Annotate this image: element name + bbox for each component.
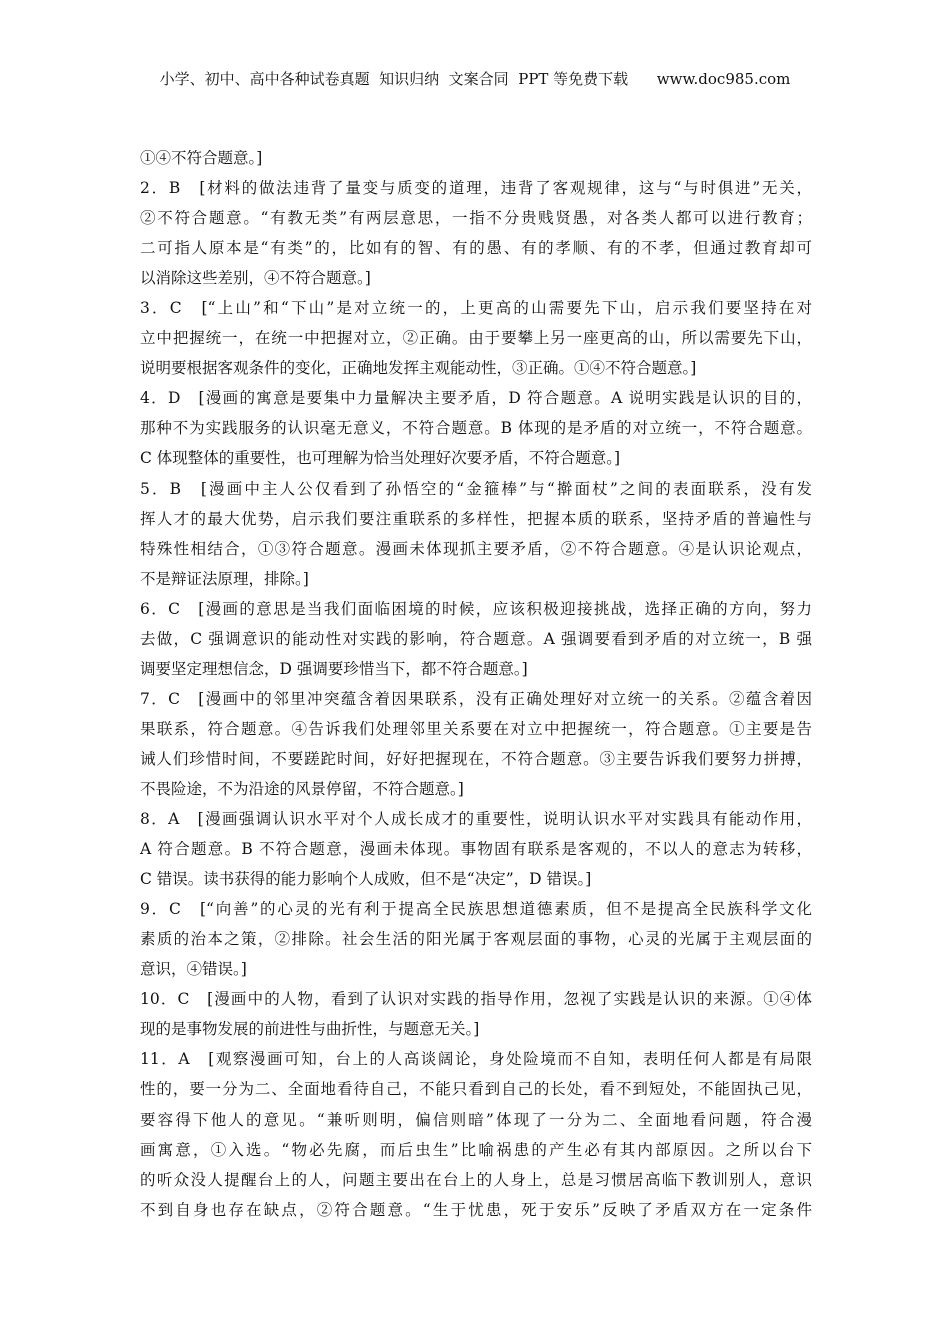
text-line: 11．A [观察漫画可知，台上的人高谈阔论，身处险境而不自知，表明任何人都是有局限: [140, 1050, 812, 1069]
text-line: 6．C [漫画的意思是当我们面临困境的时候，应该积极迎接挑战，选择正确的方向，努力: [140, 599, 812, 618]
text-line: 去做，C 强调意识的能动性对实践的影响，符合题意。A 强调要看到矛盾的对立统一，B 强: [140, 629, 812, 648]
text-line: 立中把握统一，在统一中把握对立，②正确。由于要攀上另一座更高的山，所以需要先下山，: [140, 329, 812, 348]
text-line: 7．C [漫画中的邻里冲突蕴含着因果联系，没有正确处理好对立统一的关系。②蕴含着因: [140, 689, 812, 708]
answer-paragraph: [140, 804, 812, 894]
text-line: 的听众没人提醒台上的人，问题主要出在台上的人身上，总是习惯居高临下教训别人，意识: [140, 1170, 812, 1189]
text-line: 素质的治本之策，②排除。社会生活的阳光属于客观层面的事物，心灵的光属于主观层面的: [140, 930, 812, 949]
text-line: 诫人们珍惜时间，不要蹉跎时间，好好把握现在，不符合题意。③主要告诉我们要努力拼搏，: [140, 749, 812, 768]
answer-paragraph: [140, 143, 812, 173]
text-line: C 体现整体的重要性，也可理解为恰当处理好次要矛盾，不符合题意。]: [140, 449, 621, 468]
text-line: 性的，要一分为二、全面地看待自己，不能只看到自己的长处，看不到短处，不能固执己见，: [140, 1080, 812, 1099]
text-line: 现的是事物发展的前进性与曲折性，与题意无关。]: [140, 1020, 480, 1039]
text-line: A 符合题意。B 不符合题意，漫画未体现。事物固有联系是客观的，不以人的意志为转移，: [140, 840, 812, 859]
text-line: 挥人才的最大优势，启示我们要注重联系的多样性，把握本质的联系，坚持矛盾的普遍性与: [140, 509, 812, 528]
text-line: 画寓意，①入选。“物必先腐，而后虫生”比喻祸患的产生必有其内部原因。之所以台下: [140, 1140, 812, 1159]
text-line: 要容得下他人的意见。“兼听则明，偏信则暗”体现了一分为二、全面地看问题，符合漫: [140, 1110, 812, 1129]
text-line: 4．D [漫画的寓意是要集中力量解决主要矛盾，D 符合题意。A 说明实践是认识的目的，: [140, 389, 812, 408]
text-line: 意识，④错误。]: [140, 960, 247, 979]
page-header: 小学、初中、高中各种试卷真题 知识归纳 文案合同 PPT 等免费下载 www.doc985.com: [159, 70, 791, 88]
text-line: 调要坚定理想信念，D 强调要珍惜当下，都不符合题意。]: [140, 659, 528, 678]
answer-paragraph: [140, 984, 812, 1044]
answer-paragraph: [140, 684, 812, 804]
text-line: 3．C [“上山”和“下山”是对立统一的，上更高的山需要先下山，启示我们要坚持在对: [140, 299, 812, 318]
answer-paragraph: [140, 293, 812, 383]
text-line: 9．C [“向善”的心灵的光有利于提高全民族思想道德素质，但不是提高全民族科学文化: [140, 900, 812, 919]
answer-paragraph: [140, 894, 812, 984]
text-line: ②不符合题意。“有教无类”有两层意思，一指不分贵贱贤愚，对各类人都可以进行教育；: [140, 209, 812, 228]
answer-explanations: [140, 143, 812, 1225]
text-line: 不到自身也存在缺点，②符合题意。“生于忧患，死于安乐”反映了矛盾双方在一定条件: [140, 1200, 812, 1219]
text-line: 2．B [材料的做法违背了量变与质变的道理，违背了客观规律，这与“与时俱进”无关，: [140, 179, 812, 198]
text-line: ①④不符合题意。]: [140, 149, 263, 167]
answer-paragraph: [140, 594, 812, 684]
text-line: 8．A [漫画强调认识水平对个人成长成才的重要性，说明认识水平对实践具有能动作用，: [140, 810, 812, 829]
text-line: 那种不为实践服务的认识毫无意义，不符合题意。B 体现的是矛盾的对立统一，不符合题意。: [140, 419, 812, 438]
text-line: 说明要根据客观条件的变化，正确地发挥主观能动性，③正确。①④不符合题意。]: [140, 359, 697, 378]
text-line: 10．C [漫画中的人物，看到了认识对实践的指导作用，忽视了实践是认识的来源。①④体: [140, 990, 812, 1009]
text-line: 5．B [漫画中主人公仅看到了孙悟空的“金箍棒”与“擀面杖”之间的表面联系，没有发: [140, 479, 812, 498]
answer-paragraph: [140, 474, 812, 594]
text-line: 特殊性相结合，①③符合题意。漫画未体现抓主要矛盾，②不符合题意。④是认识论观点，: [140, 539, 812, 558]
text-line: 果联系，符合题意。④告诉我们处理邻里关系要在对立中把握统一，符合题意。①主要是告: [140, 719, 812, 738]
answer-paragraph: [140, 1044, 812, 1224]
answer-paragraph: [140, 383, 812, 473]
text-line: 不畏险途，不为沿途的风景停留，不符合题意。]: [140, 779, 464, 798]
text-line: C 错误。读书获得的能力影响个人成败，但不是“决定”，D 错误。]: [140, 870, 592, 889]
text-line: 以消除这些差别，④不符合题意。]: [140, 269, 371, 288]
text-line: 二可指人原本是“有类”的，比如有的智、有的愚、有的孝顺、有的不孝，但通过教育却可: [140, 239, 812, 258]
answer-paragraph: [140, 173, 812, 293]
text-line: 不是辩证法原理，排除。]: [140, 569, 309, 588]
